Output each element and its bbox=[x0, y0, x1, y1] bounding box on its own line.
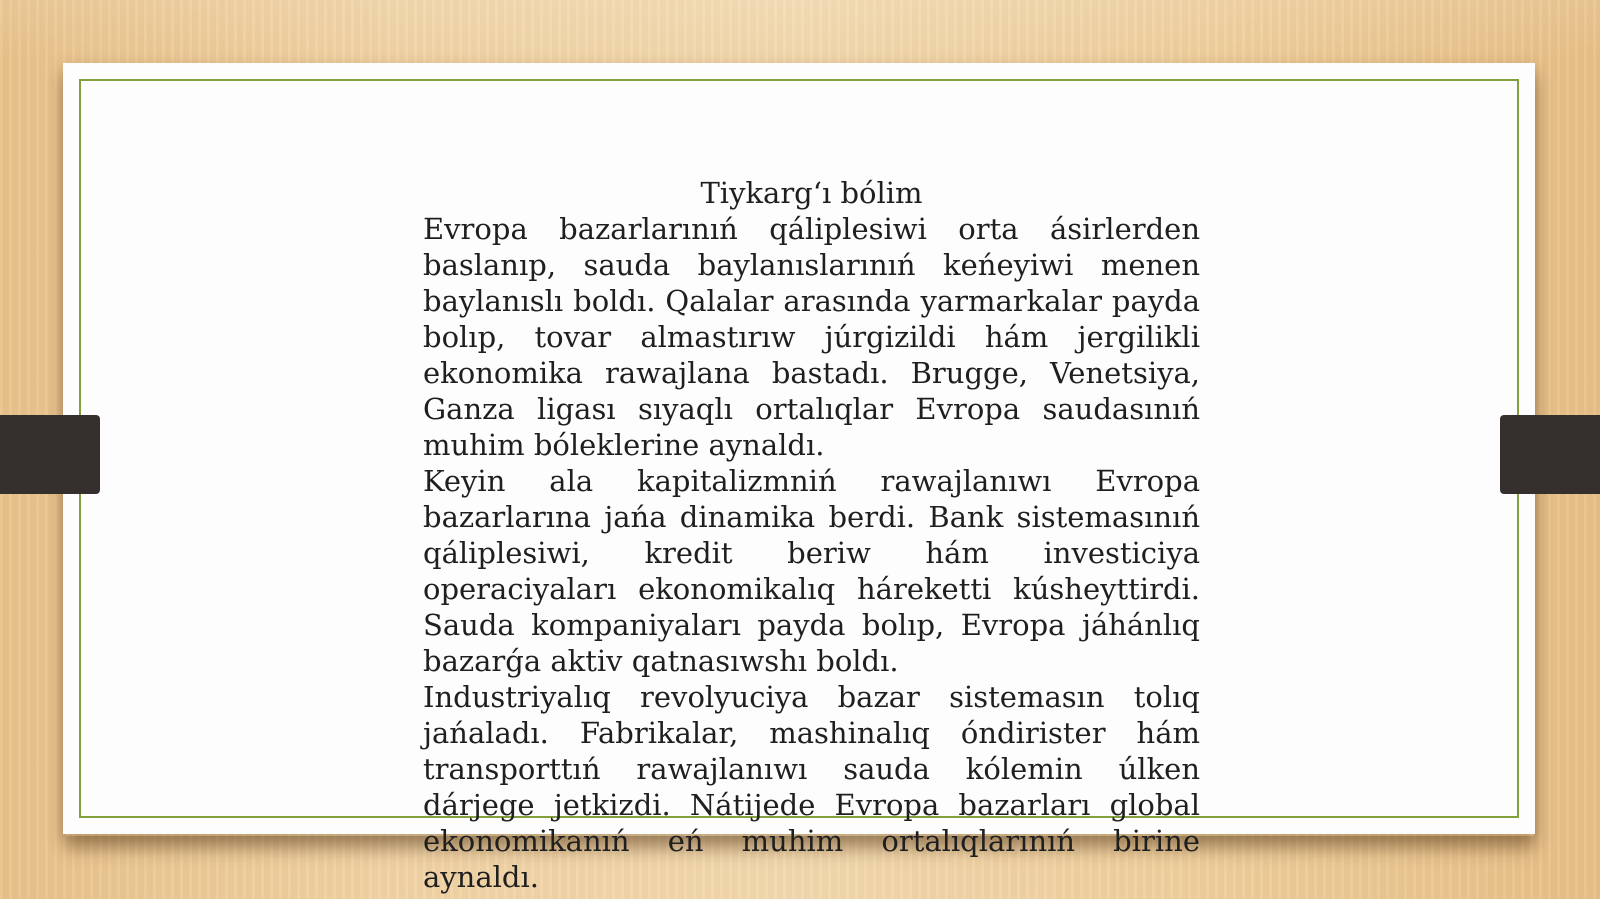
left-side-tab bbox=[0, 415, 100, 494]
paragraph-3: Industriyalıq revolyuciya bazar sistemasın tolıq jańaladı. Fabrikalar, mashinalıq óndirister hám transporttıń rawajlanıwı sauda kólemin úlken dárjege jetkizdi. Nátijede Evropa bazarları global ekonomikanıń eń muhim ortalıqlarınıń birine aynaldı. bbox=[423, 680, 1200, 894]
paragraph-2: Keyin ala kapitalizmniń rawajlanıwı Evropa bazarlarına jańa dinamika berdi. Bank sistemasınıń qáliplesiwi, kredit beriw hám investiciya operaciyaları ekonomikalıq háreketti kúsheyttirdi. Sauda kompaniyaları payda bolıp, Evropa jáhánlıq bazarǵa aktiv qatnasıwshı boldı. bbox=[423, 464, 1200, 678]
right-side-tab bbox=[1500, 415, 1600, 494]
section-heading: Tiykarg‘ı bólim bbox=[700, 176, 923, 210]
slide-text-block bbox=[423, 175, 1200, 895]
paragraph-1: Evropa bazarlarınıń qáliplesiwi orta ásirlerden baslanıp, sauda baylanıslarınıń keńeyiwi menen baylanıslı boldı. Qalalar arasında yarmarkalar payda bolıp, tovar almastırıw júrgizildi hám jergilikli ekonomika rawajlana bastadı. Brugge, Venetsiya, Ganza ligası sıyaqlı ortalıqlar Evropa saudasınıń muhim bóleklerine aynaldı. bbox=[423, 212, 1200, 462]
